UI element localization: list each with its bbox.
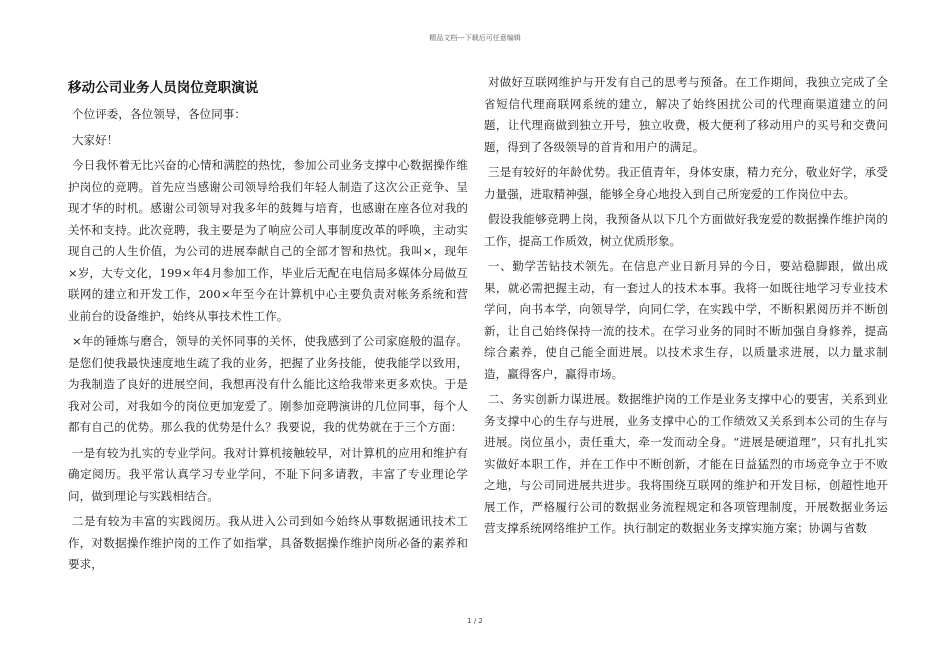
paragraph: 个位评委，各位领导，各位同事： (72, 107, 246, 121)
paragraph: ×年的锤炼与磨合，领导的关怀同事的关怀，使我感到了公司家庭般的温存。是您们使我最快速度地生疏了我的业务，把握了业务技能，使我能学以致用，为我制造了良好的进展空间，我想再没有什么能比这给我带来更多欢快。于是我对公司，对我如今的岗位更加宠爱了。刚参加竞聘演讲的几位同事，每个人都有自己的优势。那么我的优势是什么？我要说，我的优势就在于三个方面： (68, 334, 468, 434)
document-title: 移动公司业务人员岗位竞职演说 (68, 80, 259, 96)
page-header: 精品文档---下载后可任意编辑 (429, 34, 521, 42)
left-column (68, 72, 468, 580)
paragraph: 一、勤学苦钻技术领先。在信息产业日新月异的今日，要站稳脚跟，做出成果，就必需把握主动，有一套过人的技术本事。我将一如既往地学习专业技术学问，向书本学，向领导学，向同仁学，在实践中学，不断积累阅历并不断创新，让自己始终保持一流的技术。在学习业务的同时不断加强自身修养，提高综合素养，使自己能全面进展。以技术求生存，以质量求进展，以力量求制造，赢得客户，赢得市场。 (484, 259, 888, 381)
right-column (484, 72, 888, 544)
paragraph: 一是有较为扎实的专业学问。我对计算机接触较早，对计算机的应用和维护有确定阅历。我平常认真学习专业学问，不耻下问多请教，丰富了专业理论学问，做到理论与实践相结合。 (68, 445, 468, 503)
paragraph: 二是有较为丰富的实践阅历。我从进入公司到如今始终从事数据通讯技术工作，对数据操作维护岗的工作了如指掌，具备数据操作维护岗所必备的素养和要求， (68, 514, 468, 571)
paragraph: 大家好！ (72, 132, 119, 147)
paragraph: 假设我能够竞聘上岗，我预备从以下几个方面做好我宠爱的数据操作维护岗的工作，提高工作质效，树立优质形象。 (484, 212, 888, 248)
page-number: 1 / 2 (467, 617, 483, 625)
paragraph: 对做好互联网维护与开发有自己的思考与预备。在工作期间，我独立完成了全省短信代理商联网系统的建立，解决了始终困扰公司的代理商渠道建立的问题，让代理商做到独立开号，独立收费，极大便利了移动用户的买号和交费问题，得到了各级领导的首肯和用户的满足。 (484, 75, 888, 154)
paragraph: 三是有较好的年龄优势。我正值青年，身体安康，精力充分，敬业好学，承受力量强，进取精神强，能够全身心地投入到自己所宠爱的工作岗位中去。 (484, 165, 888, 201)
paragraph: 二、务实创新力谋进展。数据维护岗的工作是业务支撑中心的要害，关系到业务支撑中心的生存与进展，业务支撑中心的工作绩效又关系到本公司的生存与进展。岗位虽小，责任重大，牵一发而动全身。“进展是硬道理”，只有扎扎实实做好本职工作，并在工作中不断创新，才能在日益猛烈的市场竞争立于不败之地，与公司同进展共进步。我将围绕互联网的维护和开发目标，创超性地开展工作，严格履行公司的数据业务流程规定和各项管理制度，开展数据业务运营支撑系统网络维护工作。执行制定的数据业务支撑实施方案；协调与省数 (484, 392, 888, 535)
paragraph: 今日我怀着无比兴奋的心情和满腔的热忱，参加公司业务支撑中心数据操作维护岗位的竞聘。首先应当感谢公司领导给我们年轻人制造了这次公正竞争、呈现才华的时机。感谢公司领导对我多年的鼓舞与培育，也感谢在座各位对我的关怀和支持。此次竞聘，我主要是为了响应公司人事制度改革的呼唤，主动实现自己的人生价值，为公司的进展奉献自己的全部才智和热忱。我叫×，现年×岁，大专文化，199×年4月参加工作，毕业后无配在电信局多媒体分局做互联网的建立和开发工作，200×年至今在计算机中心主要负责对帐务系统和营业前台的设备维护，始终从事技术性工作。 (68, 158, 468, 323)
